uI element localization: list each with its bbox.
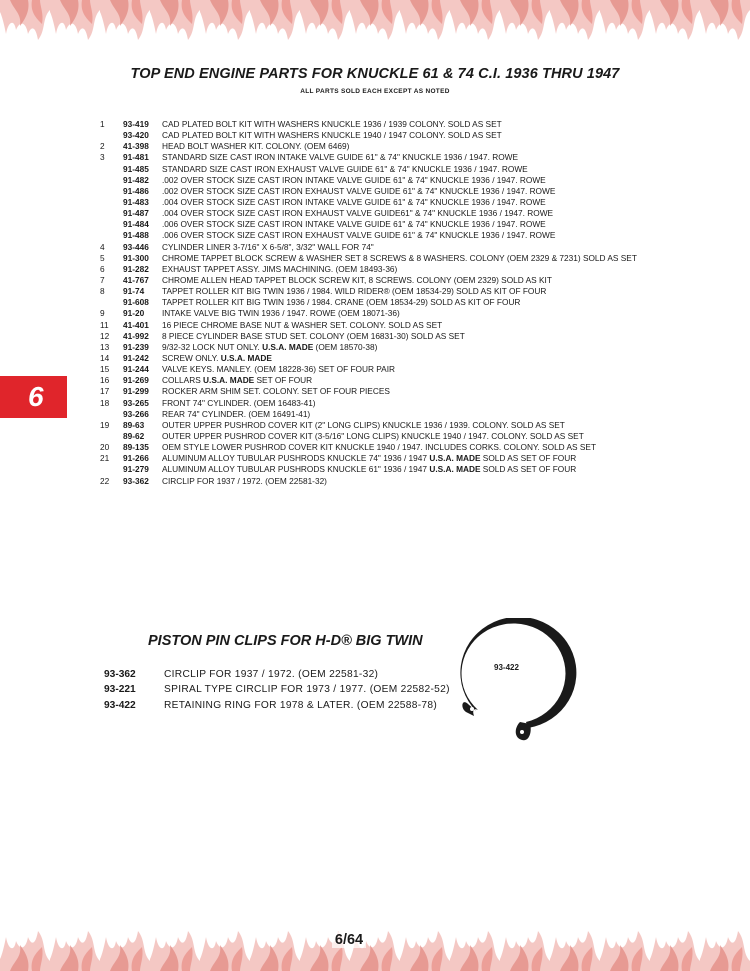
part-number: 93-266	[123, 408, 149, 419]
part-row	[100, 130, 720, 141]
part-row	[100, 297, 720, 308]
part-number: 91-487	[123, 208, 149, 219]
part-row	[100, 264, 720, 275]
part-description-text: CHROME ALLEN HEAD TAPPET BLOCK SCREW KIT, 8 SCREWS. COLONY (OEM 2329) SOLD AS KIT	[162, 274, 552, 285]
part-ref-number: 21	[100, 453, 110, 464]
part-description-text: ALUMINUM ALLOY TUBULAR PUSHRODS KNUCKLE 74" 1936 / 1947	[162, 453, 430, 464]
part-ref-number: 12	[100, 330, 110, 341]
part-row	[100, 253, 720, 264]
part-row	[100, 320, 720, 331]
part-row	[100, 242, 720, 253]
part-description-suffix: SET OF FOUR	[254, 375, 313, 386]
part-description	[162, 476, 327, 487]
part-number: 91-266	[123, 453, 149, 464]
part-description-text: OUTER UPPER PUSHROD COVER KIT (3-5/16" LONG CLIPS) KNUCKLE 1940 / 1947. COLONY. SOLD AS SET	[162, 430, 584, 441]
part-description	[162, 130, 502, 141]
page-number: 6/64	[332, 932, 366, 948]
part-ref-number: 3	[100, 152, 105, 163]
part-description-text: TAPPET ROLLER KIT BIG TWIN 1936 / 1984. WILD RIDER® (OEM 18534-29) SOLD AS KIT OF FOUR	[162, 286, 547, 297]
part-row	[100, 230, 720, 241]
clip-row	[104, 667, 450, 682]
section-tab	[0, 376, 67, 418]
section-tab-label: 6	[28, 381, 44, 412]
part-number: 91-269	[123, 375, 149, 386]
part-description-text: CIRCLIP FOR 1937 / 1972. (OEM 22581-32)	[162, 475, 327, 486]
part-description	[162, 464, 576, 475]
made-in-usa-label: U.S.A. MADE	[203, 375, 255, 386]
part-ref-number: 19	[100, 419, 110, 430]
part-description	[162, 409, 310, 420]
part-description	[162, 353, 272, 364]
part-number: 93-446	[123, 241, 149, 252]
part-number: 91-239	[123, 341, 149, 352]
part-description-text: OEM STYLE LOWER PUSHROD COVER KIT KNUCKLE 1940 / 1947. INCLUDES CORKS. COLONY. SOLD AS SET	[162, 442, 597, 453]
part-number: 91-300	[123, 252, 149, 263]
part-number: 93-265	[123, 397, 149, 408]
part-description	[162, 342, 377, 353]
part-description	[162, 275, 552, 286]
part-ref-number: 1	[100, 119, 105, 129]
part-number: 91-488	[123, 230, 149, 241]
part-number: 91-486	[123, 185, 149, 196]
part-ref-number: 14	[100, 352, 110, 363]
part-number: 91-481	[123, 152, 149, 163]
part-description-text: SCREW ONLY.	[162, 352, 221, 363]
flame-border-top	[0, 0, 750, 60]
part-description-text: ALUMINUM ALLOY TUBULAR PUSHRODS KNUCKLE 61" 1936 / 1947	[162, 464, 430, 475]
part-description-text: 9/32-32 LOCK NUT ONLY.	[162, 341, 263, 352]
part-number: 91-299	[123, 386, 149, 397]
part-number: 91-74	[123, 286, 145, 297]
part-description	[162, 420, 565, 431]
part-description	[162, 375, 312, 386]
part-description	[162, 331, 465, 342]
part-description	[162, 297, 520, 308]
part-row	[100, 208, 720, 219]
parts-list	[100, 119, 720, 487]
part-description-suffix: SOLD AS SET OF FOUR	[480, 453, 577, 464]
part-description	[162, 197, 546, 208]
part-row	[100, 398, 720, 409]
part-description-text: COLLARS	[162, 375, 204, 386]
part-description-text: CAD PLATED BOLT KIT WITH WASHERS KNUCKLE 1940 / 1947 COLONY. SOLD AS SET	[162, 130, 502, 141]
part-row	[100, 364, 720, 375]
made-in-usa-label: U.S.A. MADE	[220, 352, 272, 363]
part-ref-number: 15	[100, 364, 110, 375]
part-description	[162, 152, 518, 163]
part-row	[100, 464, 720, 475]
part-row	[100, 275, 720, 286]
part-description-text: .002 OVER STOCK SIZE CAST IRON INTAKE VALVE GUIDE 61" & 74" KNUCKLE 1936 / 1947. ROWE	[162, 174, 546, 185]
part-description-text: ROCKER ARM SHIM SET. COLONY. SET OF FOUR PIECES	[162, 386, 390, 397]
part-description	[162, 230, 555, 241]
part-row	[100, 219, 720, 230]
part-description	[162, 219, 546, 230]
part-row	[100, 420, 720, 431]
part-row	[100, 409, 720, 420]
retaining-ring-image	[450, 618, 580, 748]
part-description-text: STANDARD SIZE CAST IRON EXHAUST VALVE GUIDE 61" & 74" KNUCKLE 1936 / 1947. ROWE	[162, 163, 528, 174]
part-row	[100, 476, 720, 487]
part-description-text: 16 PIECE CHROME BASE NUT & WASHER SET. COLONY. SOLD AS SET	[162, 319, 443, 330]
part-description-text: REAR 74" CYLINDER. (OEM 16491-41)	[162, 408, 311, 419]
made-in-usa-label: U.S.A. MADE	[429, 464, 481, 475]
part-number: 93-362	[123, 475, 149, 486]
part-number: 91-482	[123, 174, 149, 185]
part-description	[162, 186, 555, 197]
part-description-text: .004 OVER STOCK SIZE CAST IRON INTAKE VALVE GUIDE 61" & 74" KNUCKLE 1936 / 1947. ROWE	[162, 196, 546, 207]
part-description-text: VALVE KEYS. MANLEY. (OEM 18228-36) SET OF FOUR PAIR	[162, 364, 396, 375]
part-description-suffix: (OEM 18570-38)	[313, 341, 378, 352]
part-row	[100, 152, 720, 163]
part-description	[162, 453, 576, 464]
clip-part-number: 93-221	[104, 684, 136, 696]
part-ref-number: 8	[100, 286, 105, 297]
clips-list	[104, 667, 450, 713]
part-description	[162, 175, 546, 186]
part-ref-number: 16	[100, 375, 110, 386]
clip-description: CIRCLIP FOR 1937 / 1972. (OEM 22581-32)	[164, 669, 379, 680]
part-description-text: .004 OVER STOCK SIZE CAST IRON EXHAUST VALVE GUIDE61" & 74" KNUCKLE 1936 / 1947. ROWE	[162, 208, 554, 219]
clip-part-number: 93-362	[104, 669, 136, 680]
part-description	[162, 119, 502, 130]
clip-description: SPIRAL TYPE CIRCLIP FOR 1973 / 1977. (OEM 22582-52)	[164, 684, 450, 696]
made-in-usa-label: U.S.A. MADE	[262, 341, 314, 352]
part-number: 91-20	[123, 308, 145, 319]
part-row	[100, 342, 720, 353]
part-description	[162, 242, 374, 253]
part-description	[162, 386, 390, 397]
part-ref-number: 20	[100, 442, 110, 453]
part-description-text: CYLINDER LINER 3-7/16" X 6-5/8", 3/32" WALL FOR 74"	[162, 241, 374, 252]
clip-description: RETAINING RING FOR 1978 & LATER. (OEM 22588-78)	[164, 699, 438, 711]
part-description	[162, 253, 637, 264]
part-row	[100, 197, 720, 208]
part-description-suffix: SOLD AS SET OF FOUR	[480, 464, 577, 475]
page-title: TOP END ENGINE PARTS FOR KNUCKLE 61 & 74 C.I. 1936 THRU 1947	[130, 66, 620, 82]
part-description	[162, 264, 397, 275]
part-number: 41-401	[123, 319, 149, 330]
part-description	[162, 398, 316, 409]
part-row	[100, 175, 720, 186]
page-subtitle: ALL PARTS SOLD EACH EXCEPT AS NOTED	[300, 88, 450, 95]
part-description-text: CAD PLATED BOLT KIT WITH WASHERS KNUCKLE 1936 / 1939 COLONY. SOLD AS SET	[162, 119, 502, 129]
part-description	[162, 141, 349, 152]
part-description-text: OUTER UPPER PUSHROD COVER KIT (2" LONG CLIPS) KNUCKLE 1936 / 1939. COLONY. SOLD AS SET	[162, 419, 565, 430]
part-row	[100, 331, 720, 342]
part-ref-number: 7	[100, 274, 105, 285]
flame-border-bottom	[0, 911, 750, 971]
part-row	[100, 431, 720, 442]
part-description	[162, 286, 546, 297]
part-number: 41-767	[123, 274, 149, 285]
part-row	[100, 353, 720, 364]
clips-section-title: PISTON PIN CLIPS FOR H-D® BIG TWIN	[148, 633, 423, 649]
part-number: 89-62	[123, 430, 145, 441]
part-ref-number: 13	[100, 341, 110, 352]
part-description-text: CHROME TAPPET BLOCK SCREW & WASHER SET 8 SCREWS & 8 WASHERS. COLONY (OEM 2329 & 7231) SOLD AS SET	[162, 252, 637, 263]
clip-row	[104, 698, 450, 713]
part-ref-number: 6	[100, 263, 105, 274]
part-description-text: HEAD BOLT WASHER KIT. COLONY. (OEM 6469)	[162, 141, 350, 152]
part-description	[162, 431, 584, 442]
part-row	[100, 164, 720, 175]
part-description-text: EXHAUST TAPPET ASSY. JIMS MACHINING. (OEM 18493-36)	[162, 263, 398, 274]
part-description	[162, 208, 553, 219]
part-ref-number: 22	[100, 475, 110, 486]
part-number: 91-244	[123, 364, 149, 375]
part-number: 91-608	[123, 297, 149, 308]
part-number: 91-242	[123, 352, 149, 363]
part-description-text: .006 OVER STOCK SIZE CAST IRON EXHAUST VALVE GUIDE 61" & 74" KNUCKLE 1936 / 1947. ROWE	[162, 230, 556, 241]
part-number: 93-420	[123, 130, 149, 141]
part-description-text: INTAKE VALVE BIG TWIN 1936 / 1947. ROWE (OEM 18071-36)	[162, 308, 400, 319]
part-description	[162, 442, 596, 453]
part-description-text: 8 PIECE CYLINDER BASE STUD SET. COLONY (OEM 16831-30) SOLD AS SET	[162, 330, 465, 341]
part-row	[100, 141, 720, 152]
part-row	[100, 286, 720, 297]
part-description	[162, 320, 442, 331]
part-number: 41-992	[123, 330, 149, 341]
ring-label: 93-422	[494, 663, 519, 672]
part-ref-number: 5	[100, 252, 105, 263]
part-ref-number: 4	[100, 241, 105, 252]
part-ref-number: 2	[100, 141, 105, 152]
part-description	[162, 308, 400, 319]
made-in-usa-label: U.S.A. MADE	[429, 453, 481, 464]
part-row	[100, 375, 720, 386]
part-ref-number: 9	[100, 308, 105, 319]
part-row	[100, 386, 720, 397]
part-row	[100, 442, 720, 453]
part-number: 91-282	[123, 263, 149, 274]
part-ref-number: 11	[100, 319, 109, 330]
part-description-text: .006 OVER STOCK SIZE CAST IRON INTAKE VALVE GUIDE 61" & 74" KNUCKLE 1936 / 1947. ROWE	[162, 219, 546, 230]
part-description-text: TAPPET ROLLER KIT BIG TWIN 1936 / 1984. CRANE (OEM 18534-29) SOLD AS KIT OF FOUR	[162, 297, 521, 308]
clip-part-number: 93-422	[104, 699, 136, 711]
part-number: 41-398	[123, 141, 149, 152]
part-description-text: FRONT 74" CYLINDER. (OEM 16483-41)	[162, 397, 316, 408]
part-number: 89-135	[123, 442, 149, 453]
part-number: 91-483	[123, 196, 149, 207]
part-row	[100, 308, 720, 319]
part-description-text: .002 OVER STOCK SIZE CAST IRON EXHAUST VALVE GUIDE 61" & 74" KNUCKLE 1936 / 1947. ROWE	[162, 185, 556, 196]
part-number: 91-279	[123, 464, 149, 475]
part-ref-number: 18	[100, 397, 110, 408]
part-row	[100, 186, 720, 197]
part-number: 89-63	[123, 419, 145, 430]
part-row	[100, 119, 720, 130]
part-row	[100, 453, 720, 464]
part-description-text: STANDARD SIZE CAST IRON INTAKE VALVE GUIDE 61" & 74" KNUCKLE 1936 / 1947. ROWE	[162, 152, 519, 163]
clip-row	[104, 682, 450, 697]
part-ref-number: 17	[100, 386, 110, 397]
part-number: 93-419	[123, 119, 149, 129]
part-number: 91-484	[123, 219, 149, 230]
part-number: 91-485	[123, 163, 149, 174]
part-description	[162, 164, 528, 175]
part-description	[162, 364, 395, 375]
